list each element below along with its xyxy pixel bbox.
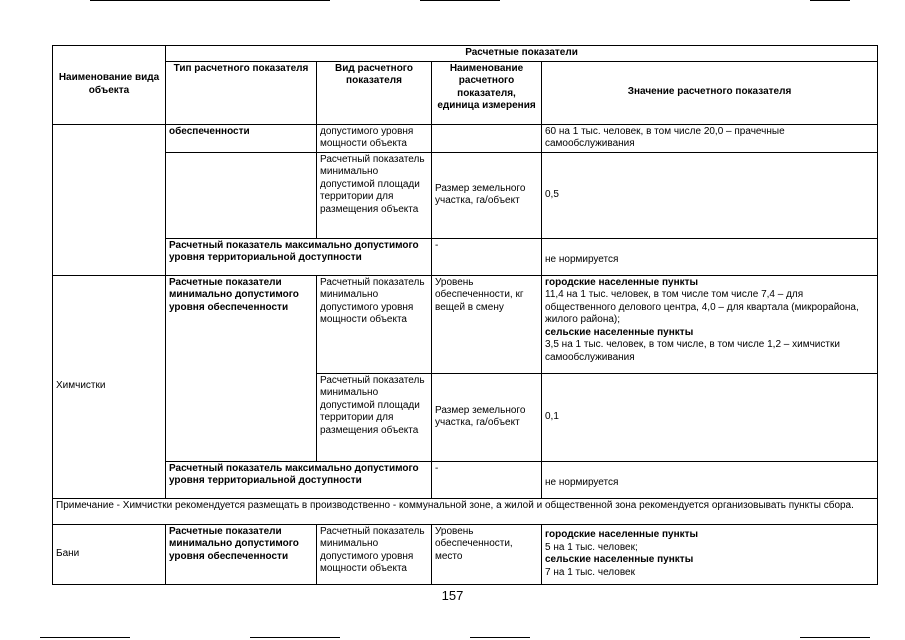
header-type: Тип расчетного показателя [166,61,317,124]
value-text-urban: 11,4 на 1 тыс. человек, в том числе том числе 7,4 – для общественного делового центра, 4,0 – для квартала (микрорайона, жилого района); [545,289,859,325]
type-cell: Расчетный показатель максимально допустимого уровня территориальной доступности [166,461,432,498]
type-cell: Расчетный показатель максимально допустимого уровня территориальной доступности [166,238,432,275]
value-cell: 60 на 1 тыс. человек, в том числе 20,0 – прачечные самообслуживания [542,124,878,152]
value-cell [542,524,878,584]
value-text-urban: 5 на 1 тыс. человек; [545,541,638,553]
object-cell-continued [53,124,166,275]
kind-cell: допустимого уровня мощности объекта [317,124,432,152]
kind-cell: Расчетный показатель минимально допустимой площади территории для размещения объекта [317,373,432,461]
name-cell: Размер земельного участка, га/объект [432,152,542,238]
name-cell: Размер земельного участка, га/объект [432,373,542,461]
scan-edge-line [470,637,530,638]
value-subheading-urban: городские населенные пункты [545,529,699,540]
object-name-dry-cleaning: Химчистки [53,275,166,498]
value-cell: 0,5 [542,152,878,238]
type-cell-empty [166,152,317,238]
value-cell: 0,1 [542,373,878,461]
value-subheading-rural: сельские населенные пункты [545,554,694,565]
value-cell: не нормируется [542,238,878,275]
name-cell: Уровень обеспеченности, место [432,524,542,584]
name-cell [432,124,542,152]
name-cell: - [432,461,542,498]
type-cell: Расчетные показатели минимально допустимого уровня обеспеченности [166,275,317,461]
scan-edge-line [40,637,130,638]
header-value: Значение расчетного показателя [542,61,878,124]
table-note: Примечание - Химчистки рекомендуется размещать в производственно - коммунальной зоне, а жилой и общественной зона рекомендуется организовывать пункты сбора. [53,498,878,524]
value-cell [542,275,878,373]
kind-cell: Расчетный показатель минимально допустимой площади территории для размещения объекта [317,152,432,238]
header-kind: Вид расчетного показателя [317,61,432,124]
object-name-baths: Бани [53,524,166,584]
scan-edge-line [250,637,340,638]
type-cell: Расчетные показатели минимально допустимого уровня обеспеченности [166,524,317,584]
value-subheading-urban: городские населенные пункты [545,276,699,288]
header-group: Расчетные показатели [166,46,878,62]
value-text-rural: 3,5 на 1 тыс. человек, в том числе, в том числе 1,2 – химчистки самообслуживания [545,339,840,363]
scan-edge-line [810,0,850,1]
norms-table [52,45,878,585]
page-number: 157 [441,588,464,603]
scan-edge-line [800,637,870,638]
type-cell: обеспеченности [166,124,317,152]
value-subheading-rural: сельские населенные пункты [545,326,694,338]
value-text-rural: 7 на 1 тыс. человек [545,566,635,578]
scan-edge-line [90,0,330,1]
value-cell: не нормируется [542,461,878,498]
kind-cell: Расчетный показатель минимально допустимого уровня мощности объекта [317,275,432,373]
header-object-kind: Наименование вида объекта [53,46,166,125]
name-cell: Уровень обеспеченности, кг вещей в смену [432,275,542,373]
kind-cell: Расчетный показатель минимально допустимого уровня мощности объекта [317,524,432,584]
scan-edge-line [420,0,500,1]
header-name-unit: Наименование расчетного показателя, единица измерения [432,61,542,124]
name-cell: - [432,238,542,275]
